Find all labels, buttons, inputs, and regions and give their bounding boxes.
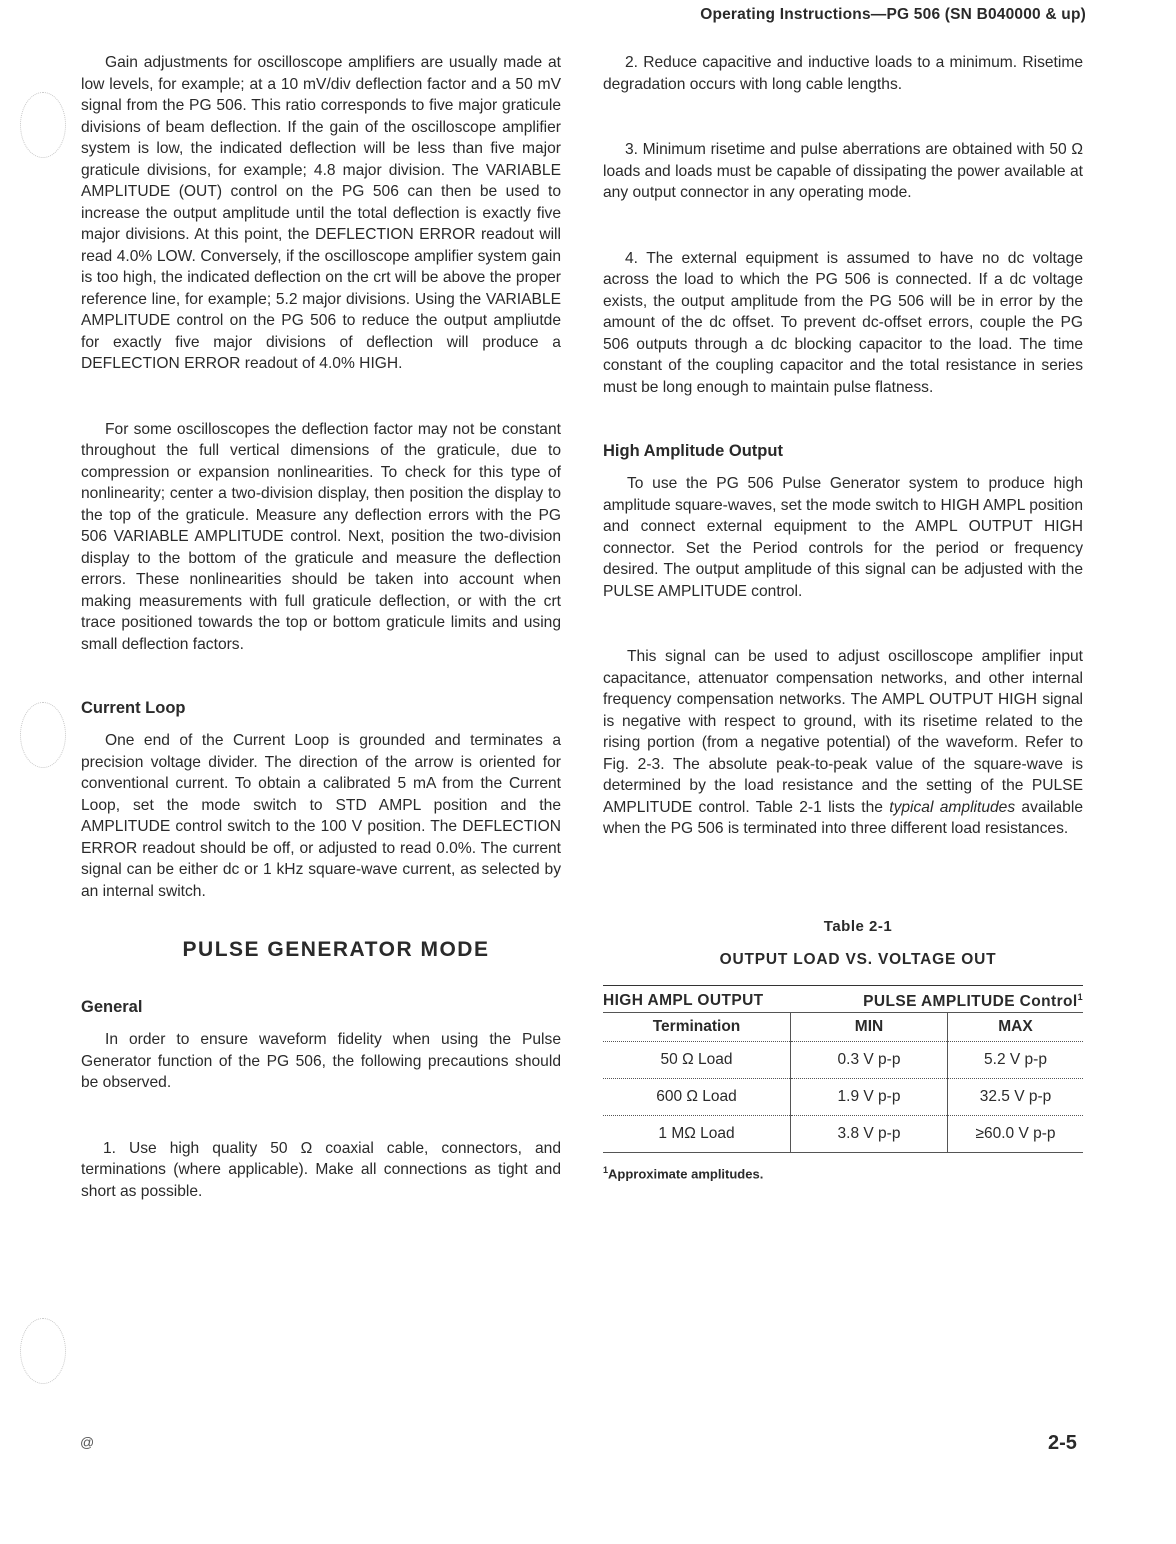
table-2-1 <box>603 918 1083 1181</box>
cell-min: 3.8 V p-p <box>791 1115 948 1152</box>
table-footnote: $^1$Approximate amplitudes. <box>603 1164 764 1181</box>
group-header-high-ampl-output: HIGH AMPL OUTPUT <box>603 992 764 1010</box>
cell-max: 5.2 V p-p <box>948 1041 1084 1078</box>
column-header-termination: Termination <box>603 1012 791 1041</box>
cell-termination: 600 Ω Load <box>603 1078 791 1115</box>
heading-current-loop: Current Loop <box>81 699 186 717</box>
cell-max: ≥60.0 V p-p <box>948 1115 1084 1152</box>
paragraph-current-loop: One end of the Current Loop is grounded and terminates a precision voltage divider. The direction of the arrow is oriented for conventional current. To obtain a calibrated 5 mA from the Current Loop, set the mode switch to STD AMPL position and the AMPLITUDE control switch to the 100 V position. The DEFLECTION ERROR readout should be off, or adjusted to read 0.0%. The current signal can be either dc or 1 kHz square-wave current, as selected by an internal switch. <box>81 732 561 900</box>
table-number: Table 2-1 <box>823 917 893 935</box>
section-title-pulse-generator-mode: PULSE GENERATOR MODE <box>182 938 490 961</box>
table-title: OUTPUT LOAD VS. VOLTAGE OUT <box>719 950 997 968</box>
precaution-item-3: 3. Minimum risetime and pulse aberrations are obtained with 50 Ω loads and loads must be capable of dissipating the power available at any output connector in any operating mode. <box>603 141 1083 201</box>
running-header: Operating Instructions—PG 506 (SN B040000 & up) <box>700 6 1086 23</box>
paragraph-high-amplitude-1: To use the PG 506 Pulse Generator system to produce high amplitude square-waves, set the mode switch to HIGH AMPL position and connect external equipment to the AMPL OUTPUT HIGH connector. Set the Period controls for the period or frequency desired. The output amplitude of this signal can be adjusted with the PULSE AMPLITUDE control. <box>603 475 1083 600</box>
punch-hole-mark <box>20 92 66 158</box>
paragraph-nonlinearity: For some oscilloscopes the deflection factor may not be constant throughout the full vertical dimensions of the graticule, due to compression or expansion nonlinearities. To check for this type of nonlinearity; center a two-division display, then position the display to the top of the graticule. Measure any deflection errors with the PG 506 VARIABLE AMPLITUDE control. Next, position the two-division display to the bottom of the graticule and measure the deflection errors. These nonlinearities should be taken into account when making measurements with full graticule deflection, or with the crt trace positioned towards the top or bottom graticule limits and using small deflection factors. <box>81 420 561 653</box>
right-column <box>603 52 1083 1181</box>
page-number: 2-5 <box>1048 1432 1077 1454</box>
copyright-mark: @ <box>80 1434 95 1450</box>
table-row <box>603 1041 1083 1078</box>
group-header-pulse-amplitude: PULSE AMPLITUDE Control$^1$ <box>863 991 1083 1010</box>
left-column <box>81 52 561 1202</box>
emphasis-typical-amplitudes: typical amplitudes <box>889 798 1016 816</box>
paragraph-general: In order to ensure waveform fidelity when using the Pulse Generator function of the PG 506, the following precautions should be observed. <box>81 1031 561 1091</box>
paragraph-high-amplitude-2: This signal can be used to adjust oscilloscope amplifier input capacitance, attenuator compensation networks, and other internal frequency compensation networks. The AMPL OUTPUT HIGH signal is negative with respect to ground, with its risetime related to the rising portion (from a negative potential) of the waveform. Refer to Fig. 2-3. The absolute peak-to-peak value of the square-wave is determined by the load resistance and the setting of the PULSE AMPLITUDE control. Table 2-1 lists the typical amplitudes available when the PG 506 is terminated into three different load resistances. <box>603 648 1083 837</box>
column-header-min: MIN <box>791 1012 948 1041</box>
heading-high-amplitude-output: High Amplitude Output <box>603 442 783 460</box>
column-header-max: MAX <box>948 1012 1084 1041</box>
cell-min: 0.3 V p-p <box>791 1041 948 1078</box>
output-load-table <box>603 985 1083 1153</box>
table-row <box>603 1115 1083 1152</box>
cell-min: 1.9 V p-p <box>791 1078 948 1115</box>
cell-termination: 50 Ω Load <box>603 1041 791 1078</box>
cell-termination: 1 MΩ Load <box>603 1115 791 1152</box>
precaution-item-4: 4. The external equipment is assumed to have no dc voltage across the load to which the PG 506 is connected. If a dc voltage exists, the output amplitude from the PG 506 will be in error by the amount of the dc offset. To prevent dc-offset errors, couple the PG 506 outputs through a dc blocking capacitor to the load. The time constant of the coupling capacitor and the total resistance in series must be long enough to maintain pulse flatness. <box>603 249 1083 396</box>
precaution-item-1: 1. Use high quality 50 Ω coaxial cable, connectors, and terminations (where applicable). Make all connections as tight and short as possible. <box>81 1139 561 1200</box>
heading-general: General <box>81 998 143 1016</box>
paragraph-gain-adjustment: Gain adjustments for oscilloscope amplifiers are usually made at low levels, for example; at a 10 mV/div deflection factor and a 50 mV signal from the PG 506. This ratio corresponds to five major graticule divisions of beam deflection. If the gain of the oscilloscope amplifier system is low, the indicated deflection will be less than five major graticule divisions, for example; 4.8 major division. The VARIABLE AMPLITUDE (OUT) control on the PG 506 can then be used to increase the output amplitude until the total deflection is exactly five major divisions. At this point, the DEFLECTION ERROR readout will read 4.0% LOW. Conversely, if the oscilloscope amplifier system gain is too high, the indicated deflection on the crt will be above the proper reference line, for example; 5.2 major divisions. Using the VARIABLE AMPLITUDE control on the PG 506 to reduce the output ampliutde for exactly five major divisions of deflection will produce a DEFLECTION ERROR readout of 4.0% HIGH. <box>81 54 561 372</box>
table-subheader-row <box>603 1012 1083 1041</box>
punch-hole-mark <box>20 1318 66 1384</box>
precaution-item-2: 2. Reduce capacitive and inductive loads to a minimum. Risetime degradation occurs with long cable lengths. <box>603 54 1083 93</box>
punch-hole-mark <box>20 702 66 768</box>
cell-max: 32.5 V p-p <box>948 1078 1084 1115</box>
table-row <box>603 1078 1083 1115</box>
